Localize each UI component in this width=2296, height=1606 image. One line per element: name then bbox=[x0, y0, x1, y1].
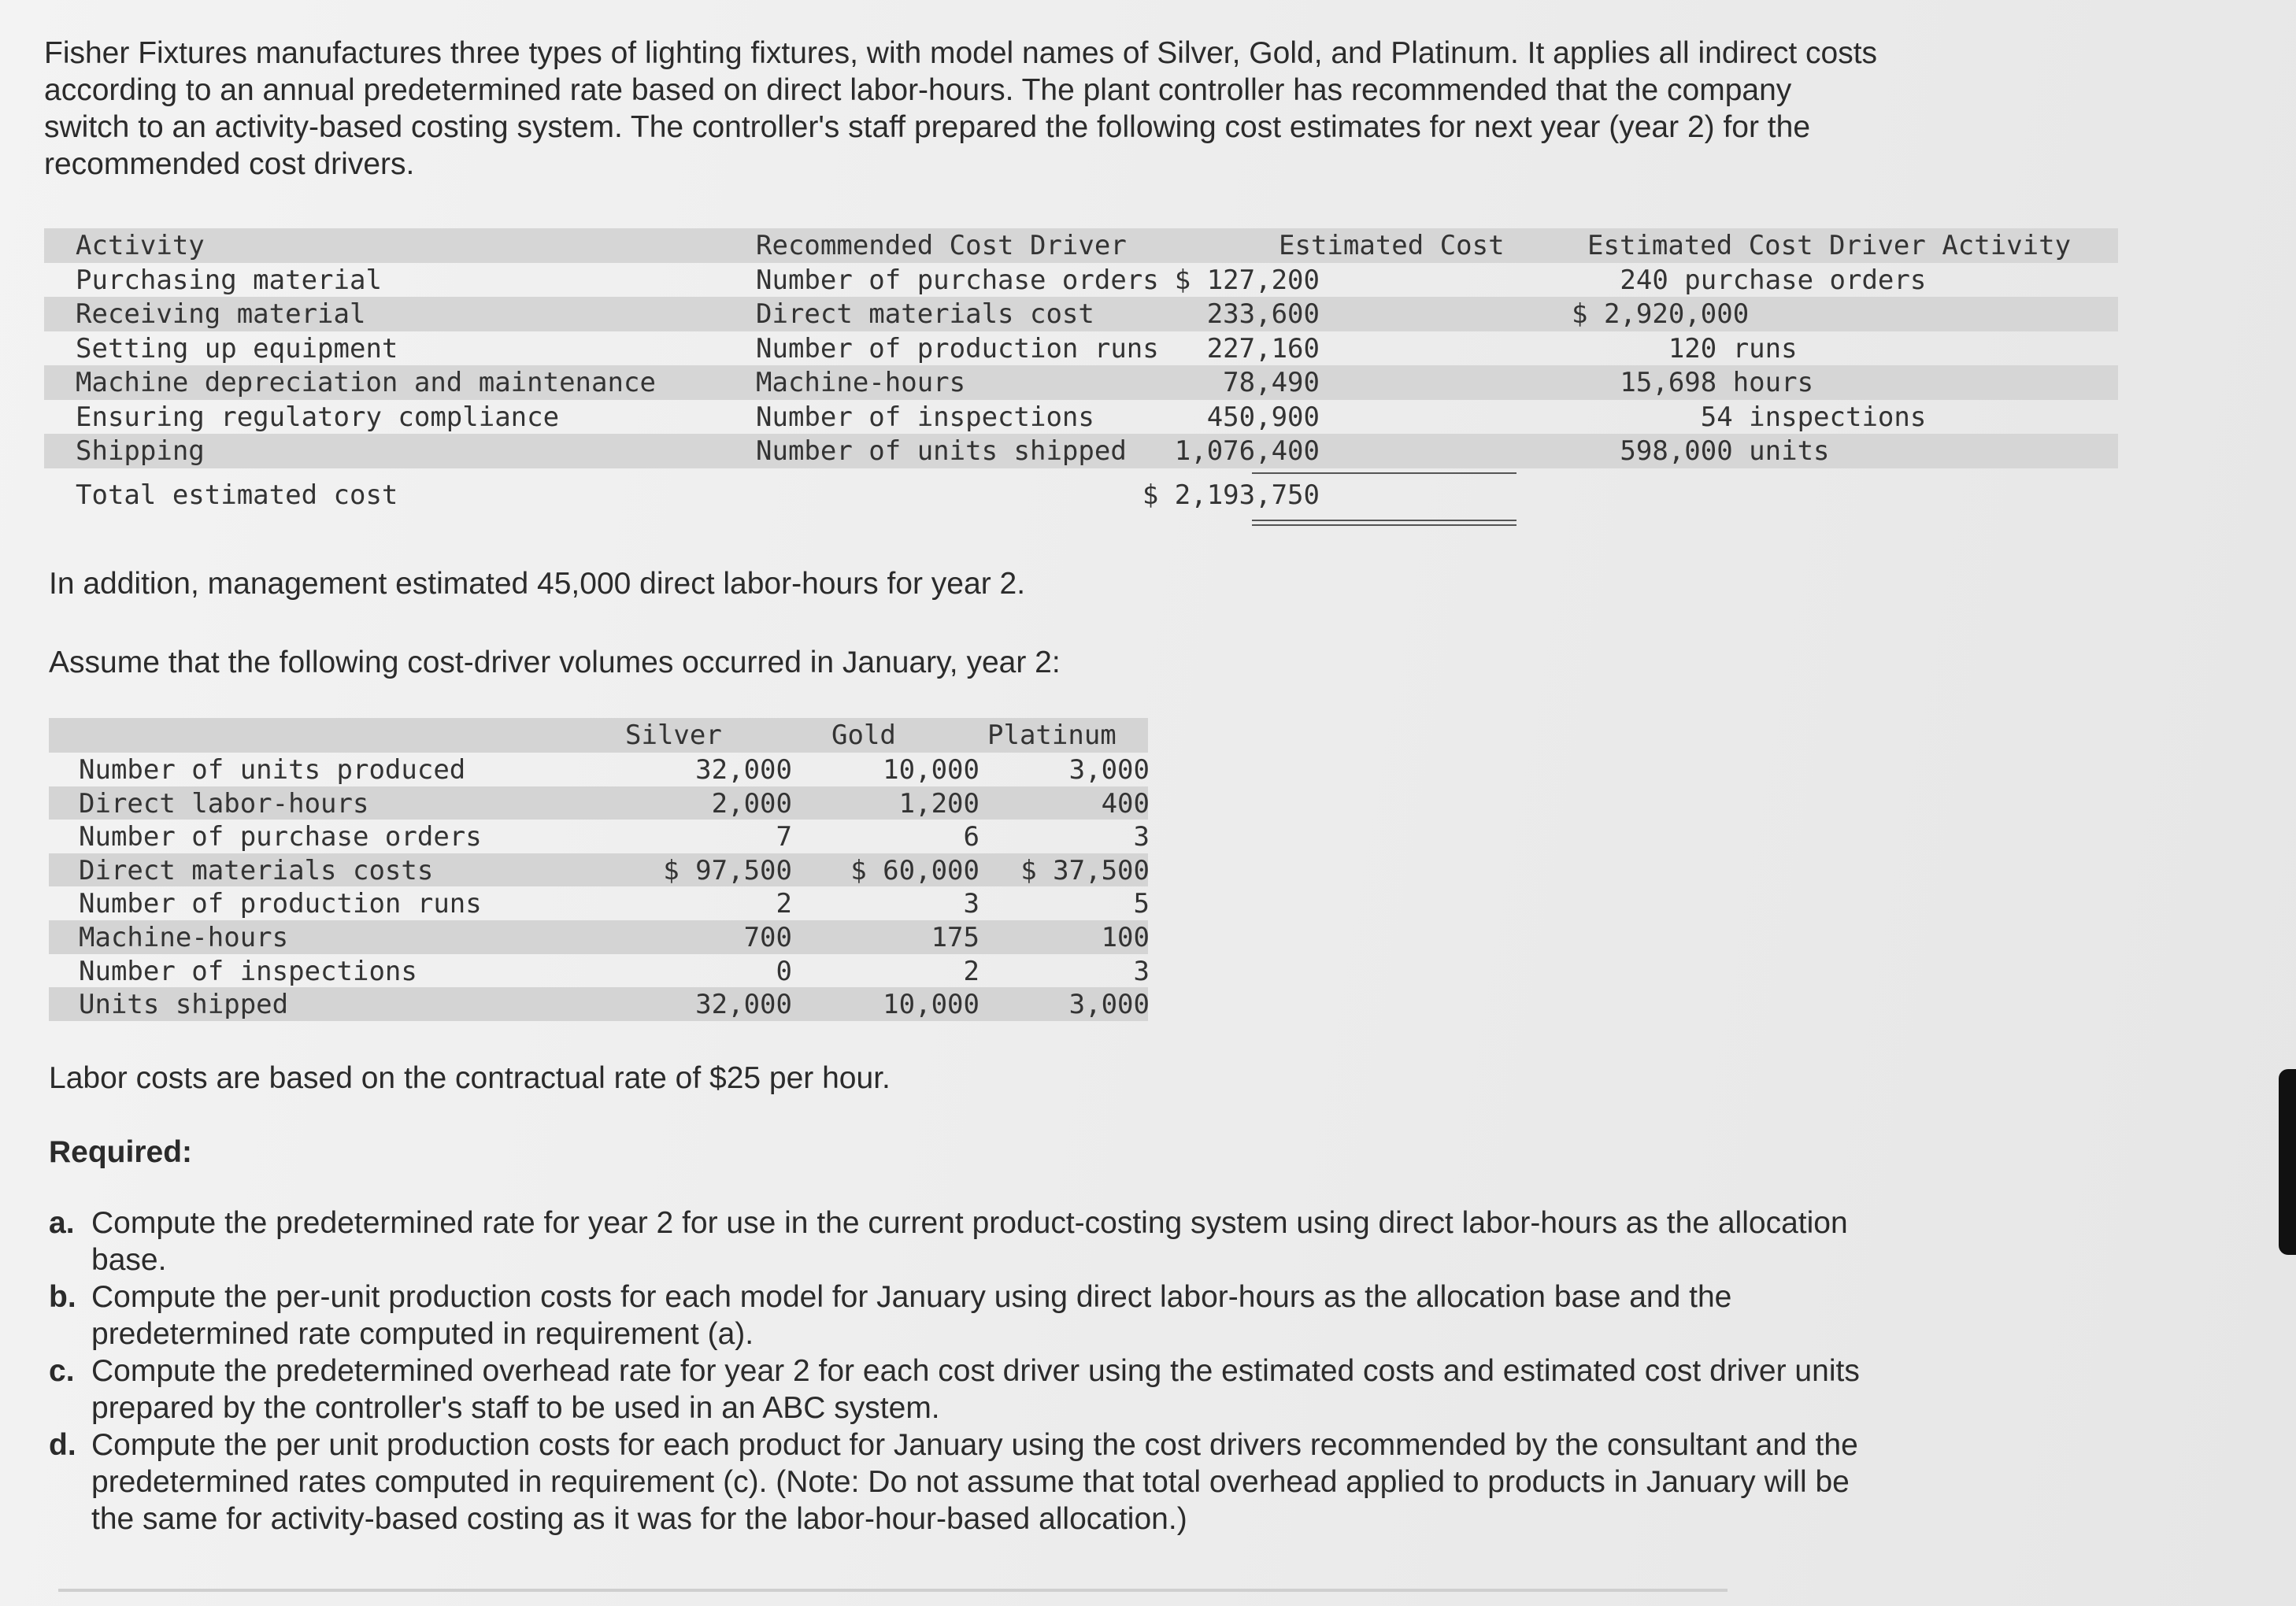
table-row bbox=[44, 297, 2118, 331]
labor-hours-sentence: In addition, management estimated 45,000 direct labor-hours for year 2. bbox=[49, 567, 1026, 601]
driver-activity: 15,698 hours bbox=[1572, 367, 1814, 398]
subtotal-rule bbox=[1252, 472, 1516, 474]
silver-value: $ 97,500 bbox=[663, 854, 792, 886]
intro-line: according to an annual predetermined rate based on direct labor-hours. The plant controller has recommended that the company bbox=[44, 73, 1792, 107]
cost-driver: Number of purchase orders bbox=[756, 264, 1159, 296]
row-label: Number of purchase orders bbox=[79, 821, 482, 853]
table-row bbox=[49, 786, 1148, 820]
requirements-list bbox=[49, 1204, 1939, 1538]
intro-line: Fisher Fixtures manufactures three types of lighting fixtures, with model names of Silver, Gold, and Platinum. It applies all indirect costs bbox=[44, 36, 1878, 70]
row-label: Direct labor-hours bbox=[79, 787, 369, 820]
table-row bbox=[44, 365, 2118, 400]
row-label: Machine-hours bbox=[79, 921, 289, 953]
gold-value: 1,200 bbox=[898, 787, 980, 820]
platinum-value: 3 bbox=[1133, 821, 1150, 853]
cost-driver: Machine-hours bbox=[756, 367, 966, 398]
total-value: $ 2,193,750 bbox=[1142, 479, 1320, 511]
gold-value: 6 bbox=[963, 821, 980, 853]
requirement-letter: a. bbox=[49, 1206, 75, 1240]
labor-rate-text bbox=[49, 1060, 891, 1097]
table-row bbox=[44, 331, 2118, 366]
requirement-line: Compute the predetermined rate for year 2 for use in the current product-costing system using direct labor-hours as the allocation bbox=[91, 1206, 1848, 1240]
gold-value: 3 bbox=[963, 888, 980, 920]
estimated-cost: 233,600 bbox=[1206, 298, 1320, 330]
header-cost-driver: Recommended Cost Driver bbox=[756, 230, 1127, 261]
requirement-line: Compute the predetermined overhead rate for year 2 for each cost driver using the estimated costs and estimated cost driver units bbox=[91, 1354, 1860, 1388]
gold-value: 175 bbox=[931, 921, 980, 953]
driver-activity: 598,000 units bbox=[1572, 435, 1830, 467]
requirement-line: base. bbox=[91, 1243, 167, 1277]
silver-value: 2 bbox=[776, 888, 792, 920]
requirement-letter: c. bbox=[49, 1354, 75, 1388]
table-row bbox=[49, 853, 1148, 887]
table-row bbox=[49, 886, 1148, 920]
labor-hours-text bbox=[49, 565, 1025, 602]
table-row bbox=[49, 753, 1148, 786]
driver-activity: 240 purchase orders bbox=[1572, 264, 1927, 296]
cost-driver: Number of units shipped bbox=[756, 435, 1127, 467]
header-activity: Activity bbox=[76, 230, 205, 261]
cost-driver: Number of production runs bbox=[756, 332, 1159, 364]
total-row bbox=[44, 468, 2118, 514]
platinum-value: 3 bbox=[1133, 955, 1150, 987]
requirement-letter: b. bbox=[49, 1280, 76, 1314]
requirement-line: prepared by the controller's staff to be used in an ABC system. bbox=[91, 1391, 940, 1425]
platinum-value: 100 bbox=[1101, 921, 1150, 953]
platinum-value: 3,000 bbox=[1068, 989, 1150, 1021]
row-label: Number of inspections bbox=[79, 955, 417, 987]
gold-value: 10,000 bbox=[883, 754, 980, 786]
requirement-letter: d. bbox=[49, 1428, 76, 1462]
estimated-cost: 450,900 bbox=[1206, 401, 1320, 433]
platinum-value: $ 37,500 bbox=[1020, 854, 1150, 886]
table-row bbox=[44, 263, 2118, 298]
header-platinum: Platinum bbox=[987, 720, 1117, 751]
table-row bbox=[49, 954, 1148, 988]
cost-driver: Number of inspections bbox=[756, 401, 1094, 433]
intro-line: switch to an activity-based costing system. The controller's staff prepared the following cost estimates for next year (year 2) for the bbox=[44, 110, 1811, 144]
labor-rate-sentence: Labor costs are based on the contractual rate of $25 per hour. bbox=[49, 1061, 891, 1095]
row-label: Number of production runs bbox=[79, 888, 482, 920]
driver-activity: 120 runs bbox=[1572, 332, 1798, 364]
required-label: Required: bbox=[49, 1135, 193, 1169]
activity-cost-table bbox=[44, 228, 2118, 514]
assume-text bbox=[49, 644, 1061, 681]
activity-name: Receiving material bbox=[76, 298, 366, 330]
table-row bbox=[44, 434, 2118, 468]
estimated-cost: 1,076,400 bbox=[1174, 435, 1320, 467]
requirement-line: predetermined rates computed in requirement (c). (Note: Do not assume that total overhead applied to products in January will be bbox=[91, 1465, 1850, 1499]
header-gold: Gold bbox=[831, 720, 896, 751]
estimated-cost: 78,490 bbox=[1223, 367, 1320, 398]
required-heading bbox=[49, 1134, 192, 1171]
platinum-value: 400 bbox=[1101, 787, 1150, 820]
table-header-row bbox=[49, 718, 1148, 753]
estimated-cost: 227,160 bbox=[1206, 332, 1320, 364]
table-row bbox=[49, 920, 1148, 954]
total-double-rule-top bbox=[1252, 520, 1516, 521]
requirement-line: the same for activity-based costing as it was for the labor-hour-based allocation.) bbox=[91, 1502, 1187, 1536]
activity-name: Ensuring regulatory compliance bbox=[76, 401, 560, 433]
gold-value: $ 60,000 bbox=[850, 854, 980, 886]
platinum-value: 3,000 bbox=[1068, 754, 1150, 786]
header-silver: Silver bbox=[625, 720, 722, 751]
table-row bbox=[49, 987, 1148, 1021]
gold-value: 10,000 bbox=[883, 989, 980, 1021]
row-label: Units shipped bbox=[79, 989, 289, 1021]
row-label: Number of units produced bbox=[79, 754, 466, 786]
requirement-d bbox=[49, 1427, 1939, 1538]
requirement-b bbox=[49, 1279, 1939, 1353]
silver-value: 32,000 bbox=[695, 989, 792, 1021]
silver-value: 0 bbox=[776, 955, 792, 987]
assume-sentence: Assume that the following cost-driver volumes occurred in January, year 2: bbox=[49, 646, 1061, 679]
activity-name: Setting up equipment bbox=[76, 332, 398, 364]
silver-value: 2,000 bbox=[711, 787, 792, 820]
driver-activity: 54 inspections bbox=[1572, 401, 1927, 433]
intro-line: recommended cost drivers. bbox=[44, 147, 415, 181]
header-driver-activity: Estimated Cost Driver Activity bbox=[1587, 230, 2072, 261]
estimated-cost: $ 127,200 bbox=[1174, 264, 1320, 296]
requirement-a bbox=[49, 1204, 1939, 1279]
activity-name: Shipping bbox=[76, 435, 205, 467]
gold-value: 2 bbox=[963, 955, 980, 987]
requirement-line: predetermined rate computed in requirement (a). bbox=[91, 1317, 754, 1351]
table-header-row bbox=[44, 228, 2118, 263]
platinum-value: 5 bbox=[1133, 888, 1150, 920]
bottom-divider bbox=[58, 1589, 1728, 1592]
total-double-rule-bottom bbox=[1252, 524, 1516, 526]
silver-value: 700 bbox=[743, 921, 792, 953]
total-label: Total estimated cost bbox=[76, 479, 398, 511]
driver-activity: $ 2,920,000 bbox=[1572, 298, 1750, 330]
cost-driver-volume-table bbox=[49, 718, 1148, 1021]
activity-name: Purchasing material bbox=[76, 264, 382, 296]
activity-name: Machine depreciation and maintenance bbox=[76, 367, 656, 398]
requirement-c bbox=[49, 1353, 1939, 1427]
requirement-line: Compute the per-unit production costs for each model for January using direct labor-hours as the allocation base and the bbox=[91, 1280, 1732, 1314]
requirement-line: Compute the per unit production costs for each product for January using the cost drivers recommended by the consultant and the bbox=[91, 1428, 1858, 1462]
side-tab bbox=[2279, 1069, 2296, 1255]
row-label: Direct materials costs bbox=[79, 854, 434, 886]
cost-driver: Direct materials cost bbox=[756, 298, 1094, 330]
silver-value: 32,000 bbox=[695, 754, 792, 786]
header-estimated-cost: Estimated Cost bbox=[1279, 230, 1505, 261]
table-row bbox=[49, 820, 1148, 853]
intro-paragraph bbox=[44, 35, 2013, 183]
silver-value: 7 bbox=[776, 821, 792, 853]
table-row bbox=[44, 400, 2118, 435]
